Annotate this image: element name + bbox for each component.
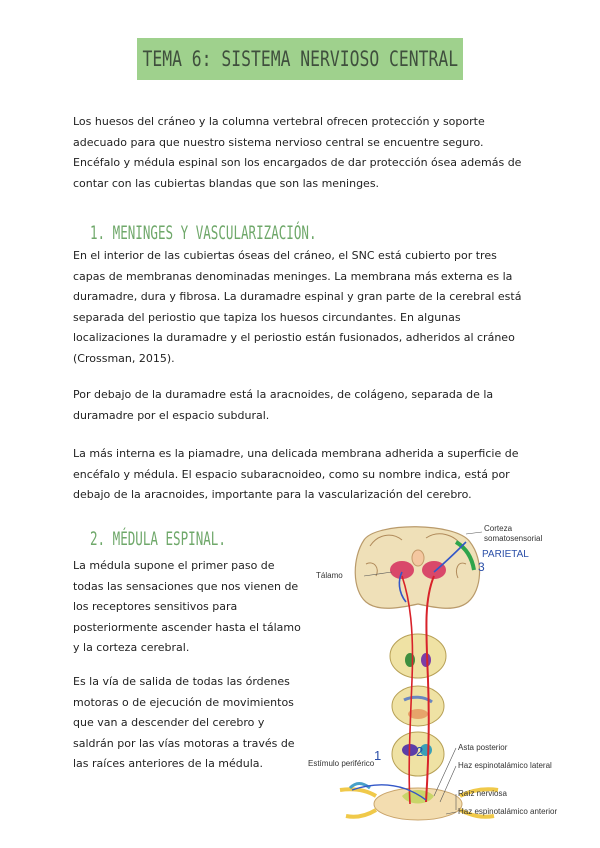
intro-paragraph: Los huesos del cráneo y la columna vertebral ofrecen protección y soporte adecuado para que nuestro sistema nervioso central se encuentre seguro. Encéfalo y médula espinal son los encargados de dar protección ósea además de contar con las cubiertas blandas que son las meninges.: [73, 115, 522, 190]
label-peripheral-stimulus: Estímulo periférico: [308, 759, 375, 768]
brain-section-illustration: [355, 527, 479, 609]
section-1-heading: 1. MENINGES Y VASCULARIZACIÓN.: [90, 222, 317, 244]
label-somatosensory: somatosensorial: [484, 534, 543, 543]
label-parietal: PARIETAL: [482, 549, 529, 560]
section-2-paragraph-1: La médula supone el primer paso de todas las sensaciones que nos vienen de los receptores sensitivos para posteriormente ascender hasta el tálamo y la corteza cerebral.: [73, 559, 301, 654]
label-lateral-tract: Haz espinotalámico lateral: [458, 761, 552, 770]
page-title: TEMA 6: SISTEMA NERVIOSO CENTRAL: [142, 47, 458, 71]
section-1-paragraph-2: Por debajo de la duramadre está la aracnoides, de colágeno, separada de la duramadre por el espacio subdural.: [73, 388, 494, 422]
label-cortex: Corteza: [484, 524, 513, 533]
label-nerve-root: Raíz nerviosa: [458, 789, 507, 798]
label-number-3: 3: [478, 560, 485, 574]
section-1-paragraph-3: La más interna es la piamadre, una delicada membrana adherida a superficie de encéfalo y médula. El espacio subaracnoideo, como su nombre indica, está por debajo de la aracnoides, importante para la vascularización del cerebro.: [73, 447, 519, 501]
section-2-heading: 2. MÉDULA ESPINAL.: [90, 528, 226, 550]
label-thalamus: Tálamo: [316, 571, 343, 580]
label-number-1: 1: [374, 748, 382, 763]
label-anterior-tract: Haz espinotalámico anterior: [458, 807, 558, 816]
spinothalamic-pathway-diagram: [306, 520, 576, 826]
section-2-paragraph-2: Es la vía de salida de todas las órdenes motoras o de ejecución de movimientos que van a descender del cerebro y saldrán por las vías motoras a través de las raíces anteriores de la médula.: [73, 675, 295, 770]
label-posterior-horn: Asta posterior: [458, 743, 508, 752]
label-number-2: 2: [416, 744, 424, 759]
page-title-banner: [137, 38, 463, 80]
section-1-paragraph-1: En el interior de las cubiertas óseas del cráneo, el SNC está cubierto por tres capas de membranas denominadas meninges. La membrana más externa es la duramadre, dura y fibrosa. La duramadre espinal y gran parte de la cerebral está separada del periostio que tapiza los huesos circundantes. En algunas localizaciones la duramadre y el periostio están fusionados, adheridos al cráneo (Crossman, 2015).: [73, 249, 522, 365]
